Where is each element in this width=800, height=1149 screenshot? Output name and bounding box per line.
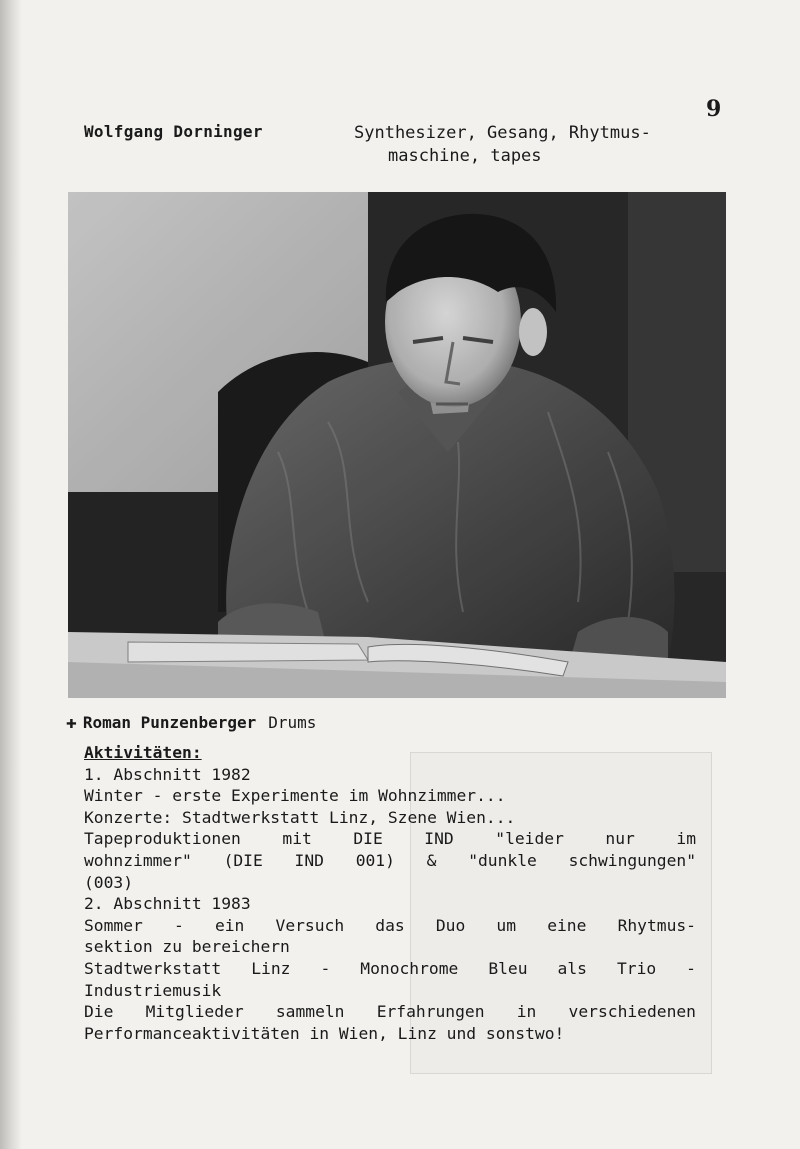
member-header (84, 122, 744, 172)
roles-line-2: maschine, tapes (388, 146, 542, 166)
second-member (66, 712, 316, 733)
activity-line: Tapeproduktionen mit DIE IND "leider nur im (84, 829, 696, 849)
page-number: 9 (706, 96, 722, 122)
activity-line: Industriemusik (84, 980, 222, 1000)
activity-line: wohnzimmer" (DIE IND 001) & "dunkle schwingungen" (84, 850, 696, 870)
second-member-instrument: Drums (268, 713, 317, 732)
activities-section (84, 742, 696, 1044)
photo-illustration (68, 192, 726, 698)
roles-line-1: Synthesizer, Gesang, Rhytmus- (354, 123, 651, 143)
member-photo (68, 192, 726, 698)
activity-line: sektion zu bereichern (84, 937, 290, 957)
member-name: Wolfgang Dorninger (84, 122, 263, 141)
activity-line: Performanceaktivitäten in Wien, Linz und sonstwo! (84, 1023, 565, 1043)
activity-line: (003) (84, 872, 134, 892)
activity-line: Stadtwerkstatt Linz - Monochrome Bleu als Trio - (84, 958, 696, 978)
activity-line: Die Mitglieder sammeln Erfahrungen in verschiedenen (84, 1002, 696, 1022)
member-roles (354, 122, 734, 168)
cross-icon: ✚ (66, 712, 77, 733)
activity-line: 1. Abschnitt 1982 (84, 764, 251, 784)
page-gutter-shadow (0, 0, 22, 1149)
activity-line: Winter - erste Experimente im Wohnzimmer... (84, 786, 506, 806)
activity-line: Sommer - ein Versuch das Duo um eine Rhytmus- (84, 915, 696, 935)
activities-heading: Aktivitäten: (84, 743, 202, 762)
second-member-name: Roman Punzenberger (82, 713, 257, 732)
activity-line: Konzerte: Stadtwerkstatt Linz, Szene Wien... (84, 807, 516, 827)
activity-line: 2. Abschnitt 1983 (84, 894, 251, 914)
